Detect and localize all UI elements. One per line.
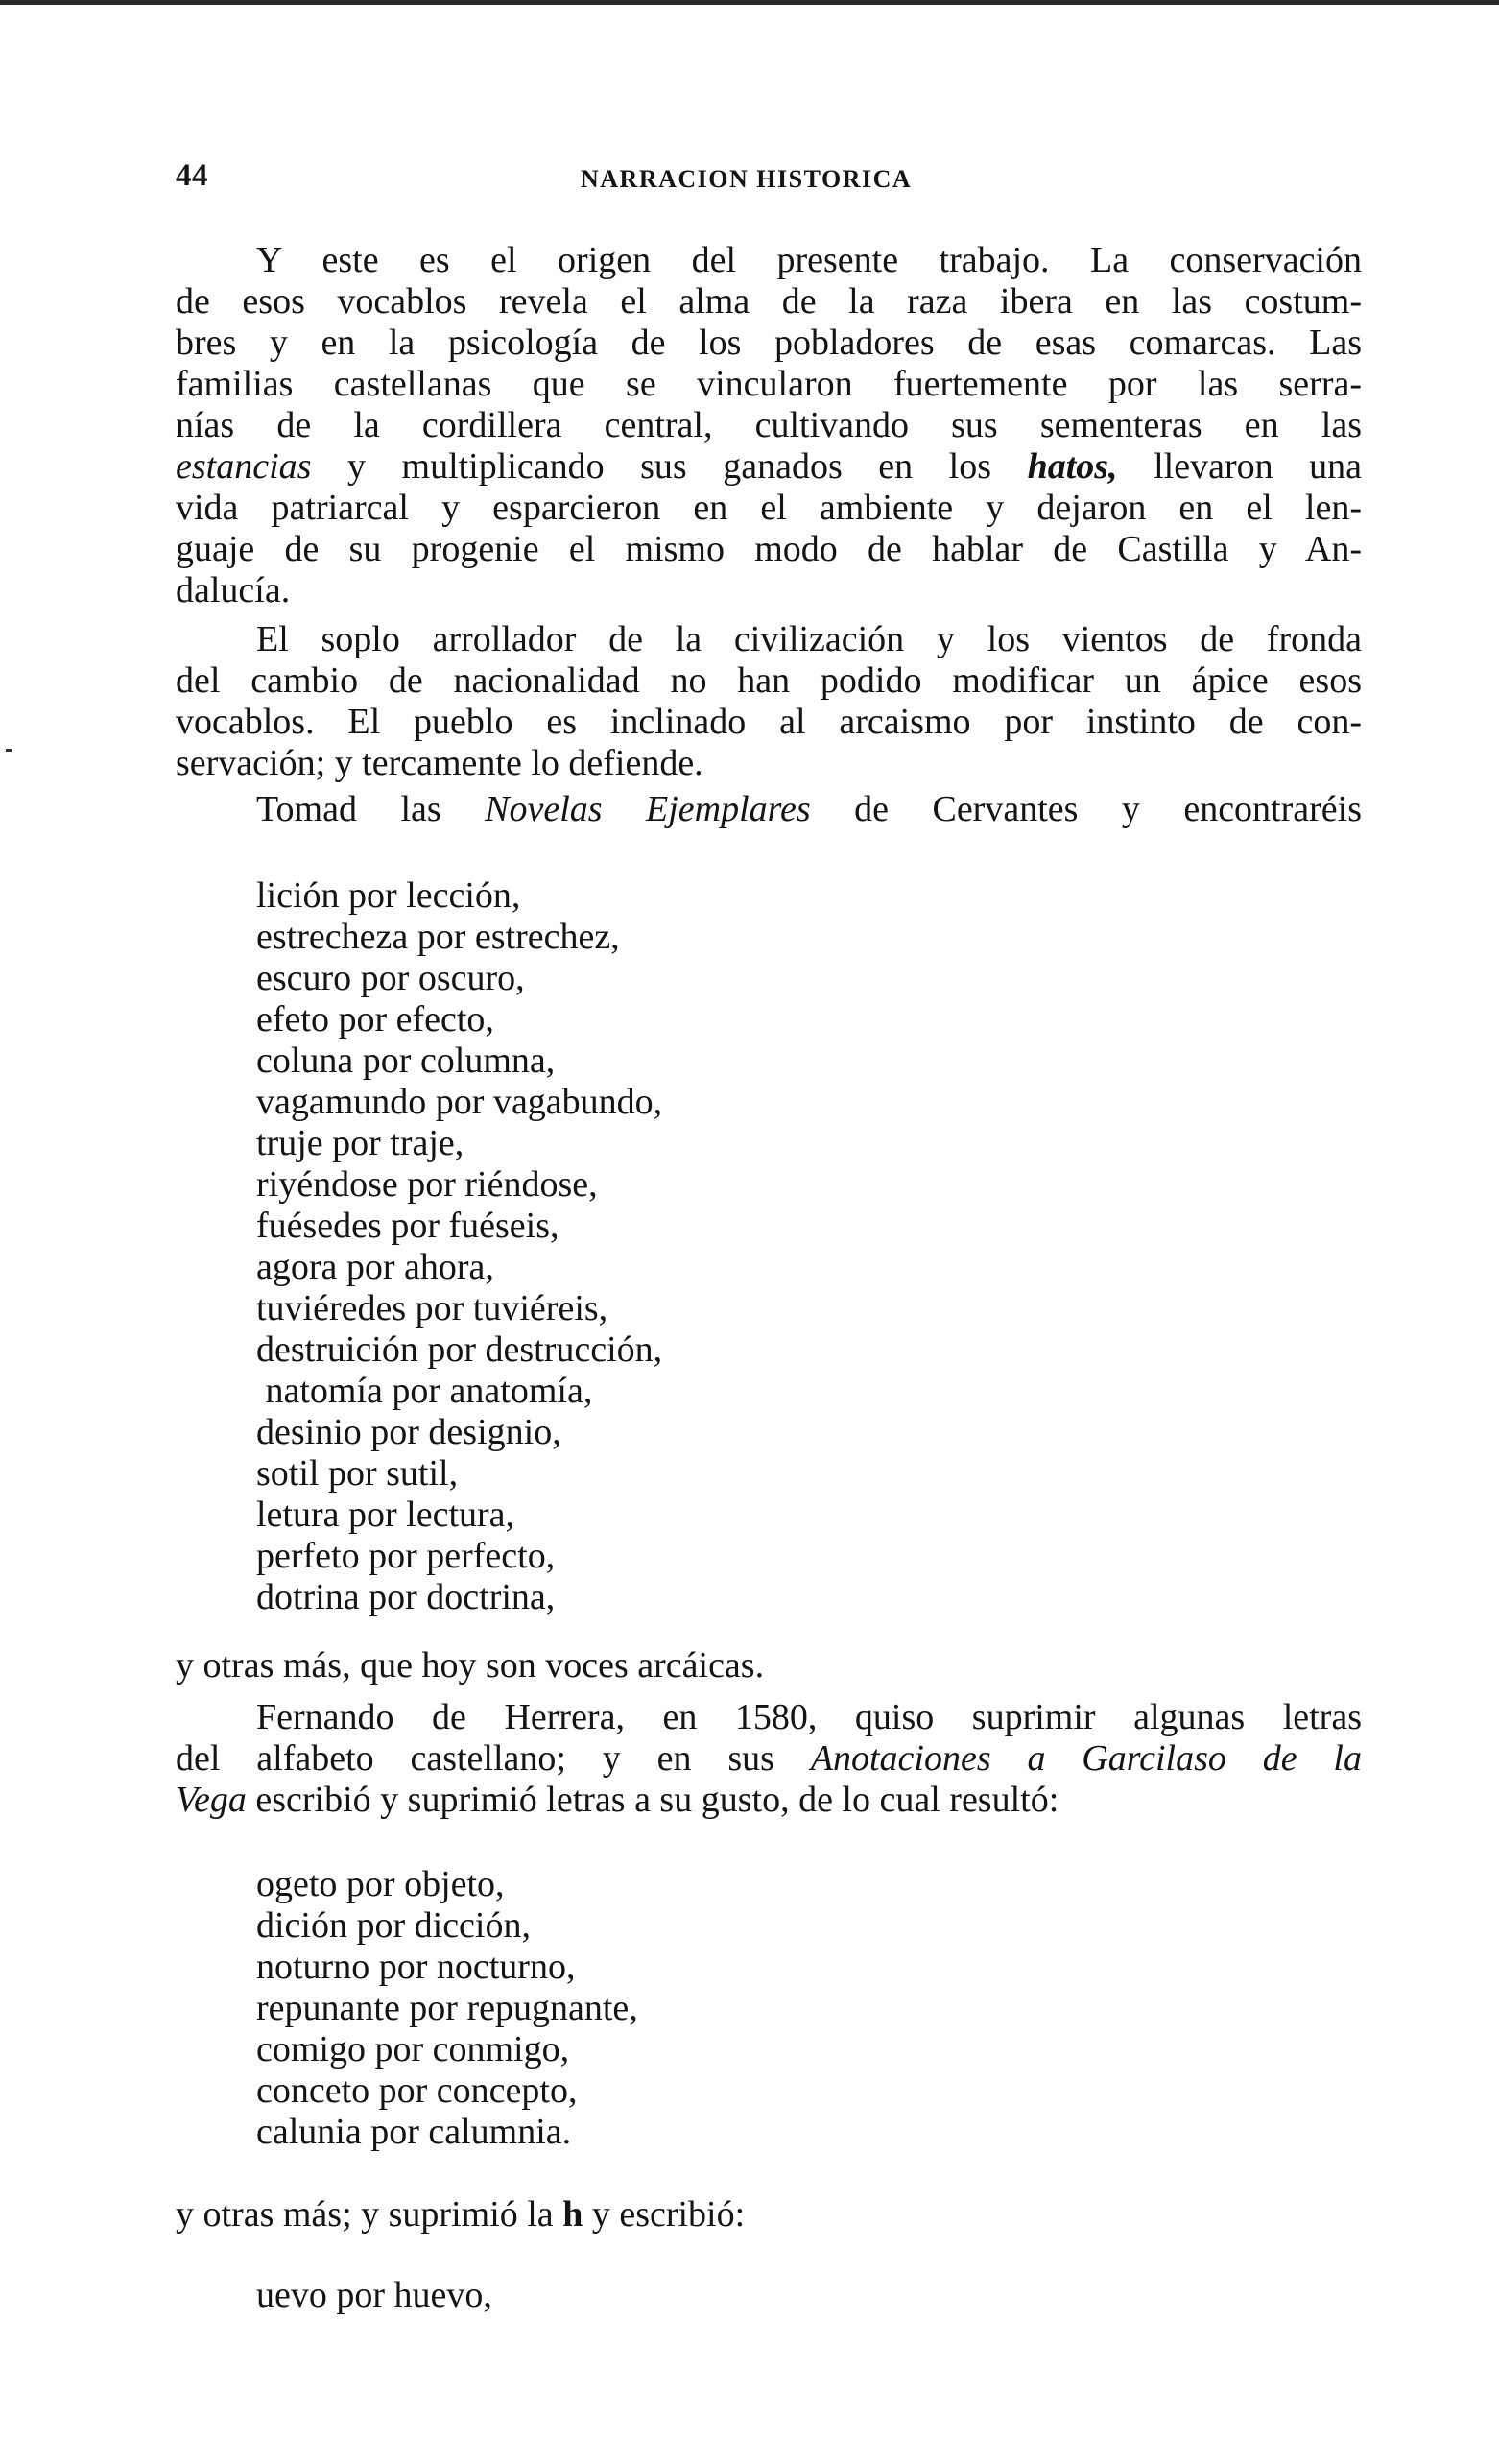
- text-line: bres y en la psicología de los pobladores de esas comarcas. Las: [176, 323, 1362, 363]
- closing-line-archaic: y otras más, que hoy son voces arcáicas.: [176, 1645, 765, 1686]
- list-item: destruición por destrucción,: [256, 1329, 663, 1370]
- book-title: Novelas Ejemplares: [485, 789, 811, 829]
- book-title: Anotaciones a Garcilaso de la: [810, 1738, 1362, 1779]
- h-word-list: [256, 2275, 492, 2316]
- paragraph-cervantes: [176, 789, 1362, 830]
- text-line: nías de la cordillera central, cultivando sus sementeras en las: [176, 405, 1362, 445]
- list-item: uevo por huevo,: [256, 2275, 492, 2315]
- text-line: El soplo arrollador de la civilización y los vientos de fronda: [256, 619, 1362, 659]
- page-number: 44: [176, 158, 208, 193]
- list-item: letura por lectura,: [256, 1495, 515, 1535]
- list-item: sotil por sutil,: [256, 1453, 459, 1494]
- list-item: natomía por anatomía,: [256, 1371, 593, 1411]
- paragraph-origin: [176, 240, 1362, 611]
- text-line: guaje de su progenie el mismo modo de hablar de Castilla y An-: [176, 529, 1362, 569]
- list-item: riyéndose por riéndose,: [256, 1164, 598, 1205]
- text-line: Y este es el origen del presente trabajo. La conservación: [256, 240, 1362, 280]
- text-line: dalucía.: [176, 570, 291, 610]
- text-line: del cambio de nacionalidad no han podido modificar un ápice esos: [176, 660, 1362, 701]
- paragraph-civilization: [176, 619, 1362, 784]
- text-line: Fernando de Herrera, en 1580, quiso suprimir algunas letras: [256, 1697, 1362, 1737]
- closing-line-h: y otras más; y suprimió la h y escribió:: [176, 2194, 746, 2235]
- list-item: vagamundo por vagabundo,: [256, 1082, 663, 1122]
- cervantes-word-list: [256, 875, 662, 1618]
- list-item: ogeto por objeto,: [256, 1864, 505, 1904]
- margin-mark: [6, 749, 12, 752]
- text-line: vida patriarcal y esparcieron en el ambiente y dejaron en el len-: [176, 488, 1362, 528]
- text-line: Vega escribió y suprimió letras a su gusto, de lo cual resultó:: [176, 1780, 1059, 1820]
- list-item: noturno por nocturno,: [256, 1947, 576, 1987]
- list-item: truje por traje,: [256, 1123, 464, 1163]
- book-title: Vega: [176, 1780, 247, 1820]
- list-item: dotrina por doctrina,: [256, 1577, 556, 1617]
- italic-term: estancias: [176, 446, 312, 487]
- list-item: agora por ahora,: [256, 1247, 494, 1287]
- paragraph-herrera: [176, 1697, 1362, 1821]
- list-item: desinio por designio,: [256, 1412, 561, 1452]
- list-item: dición por dicción,: [256, 1905, 531, 1946]
- list-item: fuésedes por fuéseis,: [256, 1206, 559, 1246]
- running-title: NARRACION HISTORICA: [581, 165, 913, 193]
- list-item: lición por lección,: [256, 875, 521, 916]
- list-item: estrecheza por estrechez,: [256, 917, 620, 957]
- text-line: familias castellanas que se vincularon fuertemente por las serra-: [176, 364, 1362, 404]
- list-item: perfeto por perfecto,: [256, 1536, 556, 1576]
- list-item: calunia por calumnia.: [256, 2112, 572, 2152]
- list-item: tuviéredes por tuviéreis,: [256, 1288, 608, 1328]
- text-line: del alfabeto castellano; y en sus Anotaciones a Garcilaso de la: [176, 1738, 1362, 1779]
- text-line: vocablos. El pueblo es inclinado al arcaismo por instinto de con-: [176, 702, 1362, 742]
- italic-term: hatos,: [1027, 446, 1118, 487]
- top-border-rule: [0, 0, 1499, 5]
- list-item: efeto por efecto,: [256, 999, 494, 1040]
- text-line: servación; y tercamente lo defiende.: [176, 743, 703, 783]
- list-item: escuro por oscuro,: [256, 958, 525, 998]
- text-line: Tomad las Novelas Ejemplares de Cervantes y encontraréis: [256, 789, 1363, 829]
- list-item: comigo por conmigo,: [256, 2029, 570, 2069]
- list-item: coluna por columna,: [256, 1041, 556, 1081]
- herrera-word-list: [256, 1864, 638, 2153]
- list-item: repunante por repugnante,: [256, 1988, 638, 2028]
- letter-h: h: [562, 2194, 583, 2235]
- text-line: estancias y multiplicando sus ganados en los hatos, llevaron una: [176, 446, 1363, 487]
- list-item: conceto por concepto,: [256, 2070, 578, 2111]
- text-line: de esos vocablos revela el alma de la raza ibera en las costum-: [176, 281, 1362, 322]
